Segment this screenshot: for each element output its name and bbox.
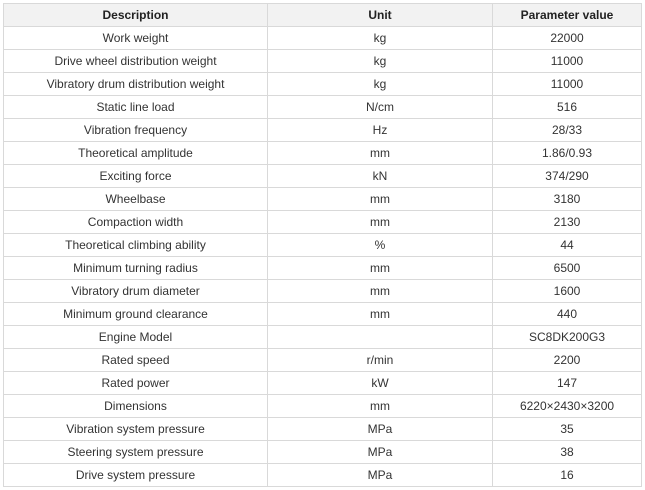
table-row bbox=[4, 464, 642, 487]
spec-table bbox=[3, 3, 642, 487]
cell-description: Theoretical amplitude bbox=[4, 142, 268, 165]
cell-description: Exciting force bbox=[4, 165, 268, 188]
table-row bbox=[4, 418, 642, 441]
cell-unit: r/min bbox=[268, 349, 493, 372]
table-row bbox=[4, 119, 642, 142]
cell-description: Vibration system pressure bbox=[4, 418, 268, 441]
cell-unit: mm bbox=[268, 257, 493, 280]
spec-table-container bbox=[3, 3, 642, 487]
cell-unit: kN bbox=[268, 165, 493, 188]
cell-parameter-value: 28/33 bbox=[493, 119, 642, 142]
cell-unit: kW bbox=[268, 372, 493, 395]
cell-parameter-value: 44 bbox=[493, 234, 642, 257]
cell-unit: mm bbox=[268, 303, 493, 326]
table-body bbox=[4, 27, 642, 487]
cell-parameter-value: 6500 bbox=[493, 257, 642, 280]
table-row bbox=[4, 142, 642, 165]
cell-description: Theoretical climbing ability bbox=[4, 234, 268, 257]
cell-unit: % bbox=[268, 234, 493, 257]
header-row bbox=[4, 4, 642, 27]
cell-description: Wheelbase bbox=[4, 188, 268, 211]
table-row bbox=[4, 372, 642, 395]
table-row bbox=[4, 188, 642, 211]
cell-parameter-value: SC8DK200G3 bbox=[493, 326, 642, 349]
cell-description: Dimensions bbox=[4, 395, 268, 418]
cell-unit: N/cm bbox=[268, 96, 493, 119]
cell-description: Steering system pressure bbox=[4, 441, 268, 464]
table-row bbox=[4, 280, 642, 303]
table-row bbox=[4, 441, 642, 464]
table-row bbox=[4, 73, 642, 96]
table-header bbox=[4, 4, 642, 27]
cell-parameter-value: 516 bbox=[493, 96, 642, 119]
table-row bbox=[4, 257, 642, 280]
cell-unit: kg bbox=[268, 27, 493, 50]
cell-unit bbox=[268, 326, 493, 349]
cell-unit: mm bbox=[268, 211, 493, 234]
cell-description: Vibratory drum distribution weight bbox=[4, 73, 268, 96]
cell-unit: mm bbox=[268, 395, 493, 418]
cell-unit: MPa bbox=[268, 441, 493, 464]
cell-parameter-value: 38 bbox=[493, 441, 642, 464]
cell-description: Work weight bbox=[4, 27, 268, 50]
cell-unit: Hz bbox=[268, 119, 493, 142]
header-unit: Unit bbox=[268, 4, 493, 27]
cell-description: Static line load bbox=[4, 96, 268, 119]
table-row bbox=[4, 349, 642, 372]
table-row bbox=[4, 211, 642, 234]
cell-description: Minimum turning radius bbox=[4, 257, 268, 280]
cell-unit: MPa bbox=[268, 464, 493, 487]
cell-parameter-value: 2130 bbox=[493, 211, 642, 234]
cell-parameter-value: 440 bbox=[493, 303, 642, 326]
cell-parameter-value: 22000 bbox=[493, 27, 642, 50]
cell-parameter-value: 11000 bbox=[493, 50, 642, 73]
cell-parameter-value: 1600 bbox=[493, 280, 642, 303]
cell-parameter-value: 16 bbox=[493, 464, 642, 487]
header-parameter-value: Parameter value bbox=[493, 4, 642, 27]
cell-parameter-value: 6220×2430×3200 bbox=[493, 395, 642, 418]
table-row bbox=[4, 303, 642, 326]
cell-unit: mm bbox=[268, 142, 493, 165]
header-description: Description bbox=[4, 4, 268, 27]
cell-unit: mm bbox=[268, 280, 493, 303]
cell-parameter-value: 2200 bbox=[493, 349, 642, 372]
cell-parameter-value: 1.86/0.93 bbox=[493, 142, 642, 165]
cell-description: Drive wheel distribution weight bbox=[4, 50, 268, 73]
cell-parameter-value: 374/290 bbox=[493, 165, 642, 188]
table-row bbox=[4, 50, 642, 73]
cell-description: Engine Model bbox=[4, 326, 268, 349]
cell-parameter-value: 35 bbox=[493, 418, 642, 441]
cell-unit: kg bbox=[268, 50, 493, 73]
cell-description: Vibration frequency bbox=[4, 119, 268, 142]
table-row bbox=[4, 326, 642, 349]
cell-unit: MPa bbox=[268, 418, 493, 441]
table-row bbox=[4, 96, 642, 119]
cell-parameter-value: 147 bbox=[493, 372, 642, 395]
table-row bbox=[4, 27, 642, 50]
table-row bbox=[4, 234, 642, 257]
cell-description: Vibratory drum diameter bbox=[4, 280, 268, 303]
cell-unit: kg bbox=[268, 73, 493, 96]
cell-parameter-value: 11000 bbox=[493, 73, 642, 96]
cell-description: Compaction width bbox=[4, 211, 268, 234]
cell-unit: mm bbox=[268, 188, 493, 211]
cell-description: Minimum ground clearance bbox=[4, 303, 268, 326]
cell-description: Rated speed bbox=[4, 349, 268, 372]
cell-parameter-value: 3180 bbox=[493, 188, 642, 211]
table-row bbox=[4, 165, 642, 188]
cell-description: Rated power bbox=[4, 372, 268, 395]
cell-description: Drive system pressure bbox=[4, 464, 268, 487]
table-row bbox=[4, 395, 642, 418]
